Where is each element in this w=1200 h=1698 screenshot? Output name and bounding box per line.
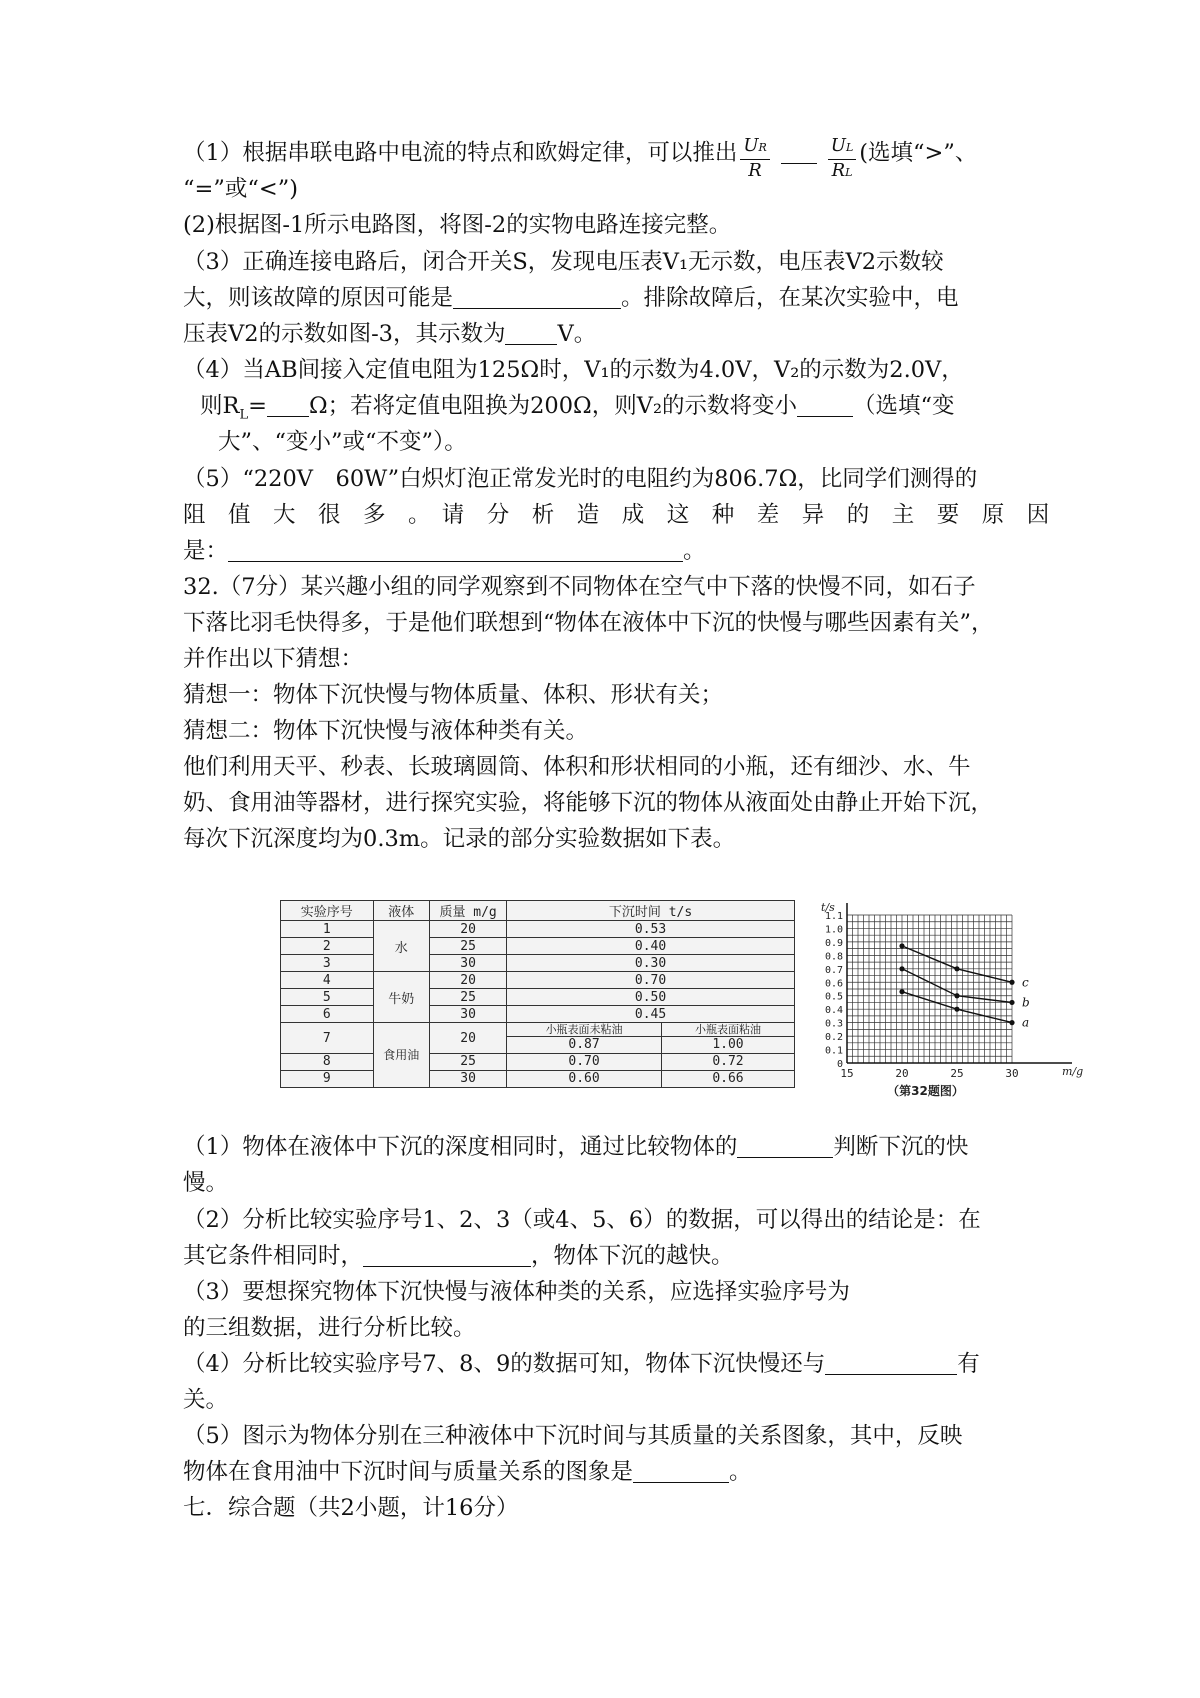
y-tick-label: 0.1 <box>824 1045 843 1057</box>
cell-n: 6 <box>281 1006 374 1023</box>
q31-4-line3: 大”、“变小”或“不变”）。 <box>218 429 467 455</box>
cell-liquid-milk: 牛奶 <box>373 972 430 1023</box>
q32-line4: 猜想一：物体下沉快慢与物体质量、体积、形状有关； <box>183 682 724 708</box>
q32-5-line1: （5）图示为物体分别在三种液体中下沉时间与其质量的关系图象，其中，反映 <box>183 1423 963 1449</box>
header-trial: 实验序号 <box>281 901 374 921</box>
q31-3-line2: 大，则该故障的原因可能是 。排除故障后，在某次实验中，电 <box>183 280 1028 316</box>
cell-m: 25 <box>430 1053 507 1070</box>
y-tick-label: 0.7 <box>824 964 843 976</box>
x-tick-label: 30 <box>1005 1067 1019 1080</box>
q32-1-line2: 慢。 <box>183 1170 229 1196</box>
section-7-heading: 七．综合题（共2小题，计16分） <box>183 1495 519 1521</box>
cell-t1: 0.87 <box>507 1036 662 1053</box>
q31-2: (2)根据图-1所示电路图，将图-2的实物电路连接完整。 <box>183 212 732 238</box>
y-axis-label: t/s <box>821 901 835 914</box>
y-tick-label: 0 <box>836 1059 843 1070</box>
cell-liquid-oil: 食用油 <box>373 1023 430 1088</box>
cell-n: 3 <box>281 955 374 972</box>
q31-5-line1: （5）“220V 60W”白炽灯泡正常发光时的电阻约为806.7Ω，比同学们测得的 <box>183 466 978 492</box>
cell-t: 0.53 <box>507 921 795 938</box>
cell-t: 0.50 <box>507 989 795 1006</box>
cell-t: 0.30 <box>507 955 795 972</box>
y-tick-label: 0.2 <box>824 1032 843 1044</box>
cell-t: 0.70 <box>507 972 795 989</box>
q32-5-line2: 物体在食用油中下沉时间与质量关系的图象是 。 <box>183 1454 1028 1490</box>
blank-fault-reason[interactable] <box>453 282 621 309</box>
y-tick-label: 0.4 <box>824 1005 843 1017</box>
series-label-a: a <box>1022 1015 1030 1030</box>
q31-1-prefix: （1）根据串联电路中电流的特点和欧姆定律，可以推出 <box>183 140 738 166</box>
header-no-oil: 小瓶表面未粘油 <box>507 1023 662 1037</box>
blank-compare-quantity[interactable] <box>737 1131 833 1158</box>
cell-t1: 0.60 <box>507 1070 662 1087</box>
header-liquid: 液体 <box>373 901 430 921</box>
q32-line5: 猜想二：物体下沉快慢与液体种类有关。 <box>183 718 589 744</box>
q31-5-line2: 阻 值 大 很 多 。 请 分 析 造 成 这 种 差 异 的 主 要 原 因 <box>183 502 1050 528</box>
x-tick-label: 25 <box>950 1067 964 1080</box>
cell-m: 30 <box>430 1070 507 1087</box>
cell-m: 20 <box>430 972 507 989</box>
q32-4-line2: 关。 <box>183 1387 229 1413</box>
cell-t: 0.40 <box>507 938 795 955</box>
q31-3-line1: （3）正确连接电路后，闭合开关S，发现电压表V₁无示数，电压表V2示数较 <box>183 249 944 275</box>
q32-1-line1: （1）物体在液体中下沉的深度相同时，通过比较物体的 判断下沉的快 <box>183 1129 1028 1165</box>
y-tick-label: 0.8 <box>824 951 843 963</box>
data-point-c <box>954 966 959 971</box>
blank-oil-graph[interactable] <box>633 1456 729 1483</box>
q32-line2: 下落比羽毛快得多，于是他们联想到“物体在液体中下沉的快慢与哪些因素有关”， <box>183 610 994 636</box>
x-tick-label: 20 <box>895 1067 909 1080</box>
q32-2-line1: （2）分析比较实验序号1、2、3（或4、5、6）的数据，可以得出的结论是：在 <box>183 1207 981 1233</box>
cell-n: 1 <box>281 921 374 938</box>
q32-line3: 并作出以下猜想： <box>183 646 364 672</box>
x-axis-label: m/g <box>1062 1065 1084 1078</box>
q31-4-line2: 则$R_L= \Omega$；若将定值电阻换为200Ω，则V₂的示数将变小 （选填“变 <box>200 388 1045 434</box>
figure-caption: （第32题图） <box>887 1084 964 1098</box>
data-point-c <box>899 943 904 948</box>
q32-line1: 32.（7分）某兴趣小组的同学观察到不同物体在空气中下落的快慢不同，如石子 <box>183 574 976 600</box>
q32-3-line2: 的三组数据，进行分析比较。 <box>183 1315 476 1341</box>
q32-line6: 他们利用天平、秒表、长玻璃圆筒、体积和形状相同的小瓶，还有细沙、水、牛 <box>183 754 971 780</box>
data-point-b <box>1009 1000 1014 1005</box>
cell-m: 30 <box>430 1006 507 1023</box>
q32-line7: 奶、食用油等器材，进行探究实验，将能够下沉的物体从液面处由静止开始下沉， <box>183 790 994 816</box>
y-tick-label: 0.3 <box>824 1018 843 1030</box>
y-tick-label: 0.6 <box>824 978 843 990</box>
cell-liquid-water: 水 <box>373 921 430 972</box>
q31-3-line3: 压表V2的示数如图-3，其示数为 V。 <box>183 316 1028 352</box>
data-point-a <box>899 989 904 994</box>
fraction-ul-rl: UL RL <box>828 135 856 184</box>
blank-conclusion[interactable] <box>363 1240 531 1267</box>
cell-n: 7 <box>281 1023 374 1054</box>
mass-time-graph <box>805 895 1135 1100</box>
fraction-ur-r: $\frac{UR}{R}$ <box>740 135 769 182</box>
cell-n: 9 <box>281 1070 374 1087</box>
cell-t1: 0.70 <box>507 1053 662 1070</box>
blank-v2-change[interactable] <box>797 390 853 417</box>
cell-m: 20 <box>430 921 507 938</box>
cell-n: 8 <box>281 1053 374 1070</box>
data-point-c <box>1009 980 1014 985</box>
q31-5-line3: 是： 。 <box>183 533 1028 569</box>
header-with-oil: 小瓶表面粘油 <box>661 1023 794 1037</box>
q32-3-line1: （3）要想探究物体下沉快慢与液体种类的关系，应选择实验序号为 <box>183 1279 850 1305</box>
cell-t2: 0.72 <box>661 1053 794 1070</box>
cell-n: 2 <box>281 938 374 955</box>
cell-m: 20 <box>430 1023 507 1054</box>
blank-rl[interactable] <box>267 390 309 417</box>
blank-voltage[interactable] <box>505 318 557 345</box>
q31-4-line1: （4）当AB间接入定值电阻为125Ω时，V₁的示数为4.0V，V₂的示数为2.0V， <box>183 357 964 383</box>
cell-m: 25 <box>430 938 507 955</box>
x-tick-label: 15 <box>840 1067 854 1080</box>
y-tick-label: 0.9 <box>824 937 843 949</box>
cell-t: 0.45 <box>507 1006 795 1023</box>
data-point-a <box>1009 1020 1014 1025</box>
q32-4-line1: （4）分析比较实验序号7、8、9的数据可知，物体下沉快慢还与 有 <box>183 1346 1028 1382</box>
cell-m: 30 <box>430 955 507 972</box>
cell-t2: 1.00 <box>661 1036 794 1053</box>
y-tick-label: 0.5 <box>824 991 843 1003</box>
y-tick-label: 1.0 <box>824 924 843 936</box>
cell-n: 4 <box>281 972 374 989</box>
cell-m: 25 <box>430 989 507 1006</box>
q31-1-suffix: (选填“>”、 <box>859 140 978 166</box>
header-mass: 质量 m/g <box>430 901 507 921</box>
blank-compare[interactable] <box>781 137 817 164</box>
series-label-c: c <box>1022 975 1029 990</box>
data-point-a <box>954 1007 959 1012</box>
blank-related-factor[interactable] <box>825 1348 957 1375</box>
y-tick-label: 1.1 <box>824 911 843 922</box>
cell-t2: 0.66 <box>661 1070 794 1087</box>
header-time: 下沉时间 t/s <box>507 901 795 921</box>
blank-difference-reason[interactable] <box>228 535 683 562</box>
q32-2-line2: 其它条件相同时， ，物体下沉的越快。 <box>183 1238 1028 1274</box>
data-point-b <box>954 993 959 998</box>
series-label-b: b <box>1022 995 1030 1010</box>
cell-n: 5 <box>281 989 374 1006</box>
q32-line8: 每次下沉深度均为0.3m。记录的部分实验数据如下表。 <box>183 826 736 852</box>
experiment-data-table <box>280 900 795 1088</box>
graph-svg <box>805 895 1135 1100</box>
data-point-b <box>899 966 904 971</box>
q31-1-line2: “=”或“<”) <box>183 176 298 202</box>
